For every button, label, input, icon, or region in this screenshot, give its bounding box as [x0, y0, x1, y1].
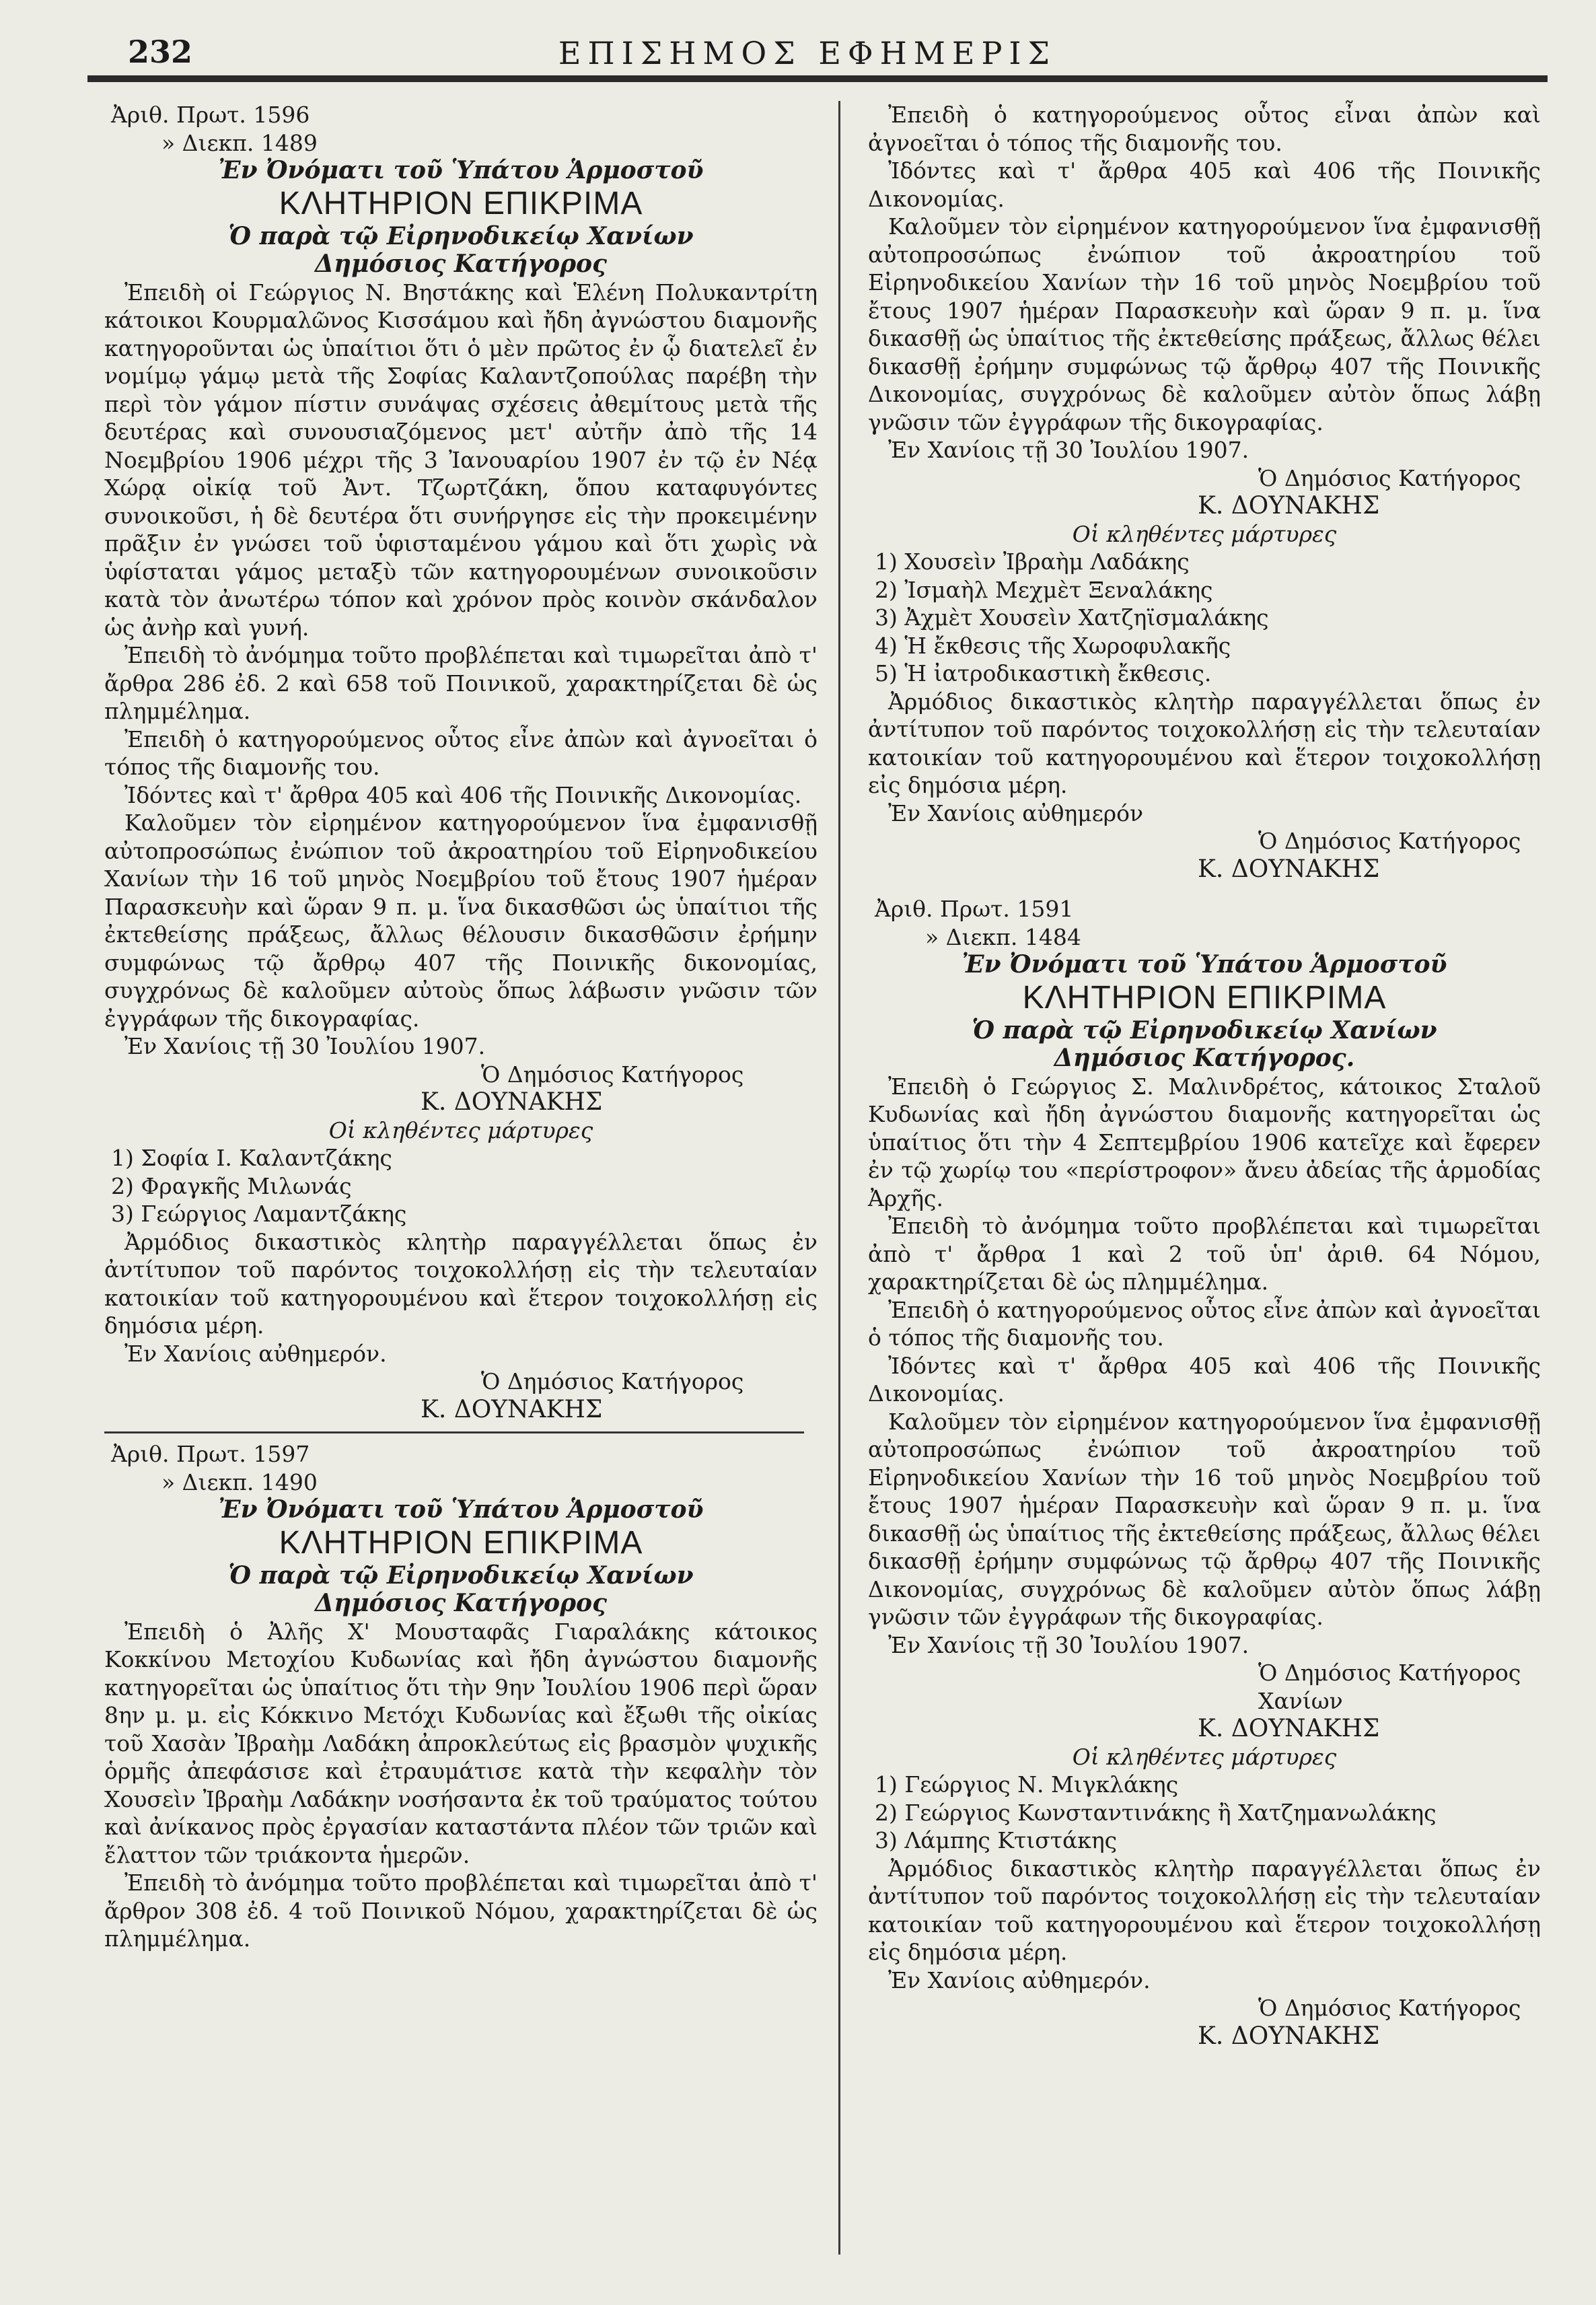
paragraph: Καλοῦμεν τὸν εἰρημένον κατηγορούμενον ἵνα ἐμφανισθῇ αὐτοπροσώπως ἐνώπιον τοῦ ἀκροατηρίου τοῦ Εἰρηνοδικείου Χανίων τὴν 16 τοῦ μηνὸς Νοεμβρίου τοῦ ἔτους 1907 ἡμέραν Παρασκευὴν καὶ ὥραν 9 π. μ. ἵνα δικασθῇ ὡς ὑπαίτιος τῆς ἐκτεθείσης πράξεως, ἄλλως θέλει δικασθῇ ἐρήμην συμφώνως τῷ ἄρθρῳ 407 τῆς Ποινικῆς Δικονομίας, συγχρόνως δὲ καλοῦμεν αὐτὸν ὅπως λάβῃ γνῶσιν τῶν ἐγγράφων τῆς δικογραφίας.	[868, 1408, 1541, 1630]
signature-name: Κ. ΔΟΥΝΑΚΗΣ	[1198, 492, 1380, 520]
witness-heading: Οἱ κληθέντες μάρτυρες	[1072, 520, 1337, 547]
paragraph: Καλοῦμεν τὸν εἰρημένον κατηγορούμενον ἵνα ἐμφανισθῇ αὐτοπροσώπως ἐνώπιον τοῦ ἀκροατηρίου τοῦ Εἰρηνοδικείου Χανίων τὴν 16 τοῦ μηνὸς Νοεμβρίου τοῦ ἔτους 1907 ἡμέραν Παρασκευὴν καὶ ὥραν 9 π. μ. ἵνα δικασθῇ ὡς ὑπαίτιος τῆς ἐκτεθείσης πράξεως, ἄλλως θέλει δικασθῇ ἐρήμην συμφώνως τῷ ἄρθρῳ 407 τῆς Ποινικῆς Δικονομίας, συγχρόνως δὲ καλοῦμεν αὐτὸν ὅπως λάβῃ γνῶσιν τῶν ἐγγράφων τῆς δικογραφίας.	[868, 213, 1541, 435]
dispatch-number: » Διεκπ. 1490	[161, 1468, 318, 1495]
signature-title: Ὁ Δημόσιος Κατήγορος	[481, 1368, 744, 1394]
signature-title: Ὁ Δημόσιος Κατήγορος	[1258, 464, 1521, 491]
page-header	[87, 27, 1527, 81]
paragraph: Ἐπειδὴ ὁ κατηγορούμενος οὗτος εἶνε ἀπὼν καὶ ἀγνοεῖται ὁ τόπος τῆς διαμονῆς του.	[104, 725, 818, 780]
paragraph: Καλοῦμεν τὸν εἰρημένον κατηγορούμενον ἵνα ἐμφανισθῇ αὐτοπροσώπως ἐνώπιον τοῦ ἀκροατηρίου τοῦ Εἰρηνοδικείου Χανίων τὴν 16 τοῦ μηνὸς Νοεμβρίου τοῦ ἔτους 1907 ἡμέραν Παρασκευὴν καὶ ὥραν 9 π. μ. ἵνα δικασθῶσι ὡς ὑπαίτιοι τῆς ἐκτεθείσης πράξεως, ἄλλως θέλουσιν δικασθῶσιν ἐρήμην συμφώνως τῷ ἄρθρῳ 407 τῆς Ποινικῆς δικονομίας, συγχρόνως δὲ καλοῦμεν αὐτοὺς ὅπως λάβωσιν γνῶσιν τῶν ἐγγράφων τῆς δικογραφίας.	[104, 810, 818, 1032]
court-line: Ὁ παρὰ τῷ Εἰρηνοδικείῳ Χανίων	[228, 221, 694, 250]
paragraph: Ἐπειδὴ τὸ ἀνόμημα τοῦτο προβλέπεται καὶ τιμωρεῖται ἀπὸ τ' ἄρθρα 1 καὶ 2 τοῦ ὑπ' ἀριθ. 64 Νόμου, χαρακτηρίζεται δὲ ὡς πλημμέλημα.	[868, 1213, 1541, 1295]
invocation-line: Ἐν Ὀνόματι τοῦ Ὑπάτου Ἁρμοστοῦ	[218, 156, 704, 184]
witness-heading: Οἱ κληθέντες μάρτυρες	[1072, 1743, 1337, 1770]
witness-item: 3) Γεώργιος Λαμαντζάκης	[111, 1201, 407, 1227]
notice-title: ΚΛΗΤΗΡΙΟΝ ΕΠΙΚΡΙΜΑ	[1022, 979, 1387, 1016]
protocol-number: Ἀριθ. Πρωτ. 1596	[111, 102, 310, 128]
witness-item: 2) Γεώργιος Κωνσταντινάκης ἢ Χατζημανωλάκης	[875, 1799, 1437, 1826]
left-column	[104, 101, 818, 1953]
dispatch-number: » Διεκπ. 1484	[925, 923, 1081, 950]
paragraph: Ἐπειδὴ ὁ Γεώργιος Σ. Μαλινδρέτος, κάτοικος Σταλοῦ Κυδωνίας καὶ ἤδη ἀγνώστου διαμονῆς κατηγορεῖται ὡς ὑπαίτιος ὅτι τὴν 4 Σεπτεμβρίου 1906 κατεῖχε καὶ ἔφερεν ἐν τῷ χωρίῳ του «περίστροφον» ἄνευ ἀδείας τῆς ἁρμοδίας Ἀρχῆς.	[868, 1073, 1541, 1211]
notice-title: ΚΛΗΤΗΡΙΟΝ ΕΠΙΚΡΙΜΑ	[279, 185, 643, 221]
witness-item: 1) Σοφία Ι. Καλαντζάκης	[111, 1145, 392, 1171]
protocol-number: Ἀριθ. Πρωτ. 1591	[875, 896, 1074, 922]
paragraph: Ἰδόντες καὶ τ' ἄρθρα 405 καὶ 406 τῆς Ποινικῆς Δικονομίας.	[124, 781, 802, 808]
signature-name: Κ. ΔΟΥΝΑΚΗΣ	[1198, 2022, 1380, 2050]
signature-name: Κ. ΔΟΥΝΑΚΗΣ	[421, 1395, 603, 1423]
journal-title: ΕΠΙΣΗΜΟΣ ΕΦΗΜΕΡΙΣ	[558, 35, 1057, 71]
page-number: 232	[128, 34, 193, 70]
paragraph: Ἐπειδὴ ὁ κατηγορούμενος οὗτος εἶνε ἀπὼν καὶ ἀγνοεῖται ὁ τόπος τῆς διαμονῆς του.	[868, 1296, 1541, 1351]
paragraph: Ἐπειδὴ ὁ κατηγορούμενος οὗτος εἶναι ἀπὼν καὶ ἀγνοεῖται ὁ τόπος τῆς διαμονῆς του.	[868, 102, 1541, 156]
witness-item: 4) Ἡ ἔκθεσις τῆς Χωροφυλακῆς	[875, 632, 1231, 659]
paragraph: Ἐπειδὴ τὸ ἀνόμημα τοῦτο προβλέπεται καὶ τιμωρεῖται ἀπὸ τ' ἄρθρον 308 ἐδ. 4 τοῦ Ποινικοῦ Νόμου, χαρακτηρίζεται δὲ ὡς πλημμέλημα.	[104, 1870, 818, 1952]
witness-item: 2) Ἰσμαὴλ Μεχμὲτ Ξεναλάκης	[875, 576, 1213, 603]
witness-item: 5) Ἡ ἰατροδικαστικὴ ἔκθεσις.	[875, 660, 1212, 686]
accuser-line: Δημόσιος Κατήγορος.	[1054, 1044, 1355, 1072]
accuser-line: Δημόσιος Κατήγορος	[315, 1589, 607, 1617]
date-line: Ἐν Χανίοις αὐθημερόν	[888, 800, 1144, 826]
witness-item: 1) Γεώργιος Ν. Μιγκλάκης	[875, 1771, 1179, 1798]
date-line: Ἐν Χανίοις τῇ 30 Ἰουλίου 1907.	[124, 1033, 486, 1059]
signature-title: Ὁ Δημόσιος Κατήγορος	[481, 1061, 744, 1088]
notice-title: ΚΛΗΤΗΡΙΟΝ ΕΠΙΚΡΙΜΑ	[279, 1524, 643, 1561]
signature-name: Κ. ΔΟΥΝΑΚΗΣ	[421, 1088, 603, 1116]
date-line: Ἐν Χανίοις αὐθημερόν.	[124, 1340, 387, 1367]
invocation-line: Ἐν Ὀνόματι τοῦ Ὑπάτου Ἁρμοστοῦ	[962, 950, 1447, 979]
date-line: Ἐν Χανίοις αὐθημερόν.	[888, 1966, 1151, 1993]
dispatch-number: » Διεκπ. 1489	[161, 129, 318, 156]
closing-paragraph: Ἀρμόδιος δικαστικὸς κλητὴρ παραγγέλλεται ὅπως ἐν ἀντίτυπον τοῦ παρόντος τοιχοκολλήσῃ εἰς τὴν τελευταίαν κατοικίαν τοῦ κατηγορουμένου καὶ ἕτερον τοιχοκολλήσῃ εἰς δημόσια μέρη.	[104, 1228, 818, 1339]
signature-title: Ὁ Δημόσιος Κατήγορος Χανίων	[1258, 1660, 1521, 1714]
witness-item: 2) Φραγκῆς Μιλωνάς	[111, 1172, 352, 1199]
signature-title: Ὁ Δημόσιος Κατήγορος	[1258, 828, 1521, 854]
witness-heading: Οἱ κληθέντες μάρτυρες	[328, 1116, 593, 1143]
witness-item: 3) Ἀχμὲτ Χουσεὶν Χατζηϊσμαλάκης	[875, 604, 1269, 631]
closing-paragraph: Ἀρμόδιος δικαστικὸς κλητὴρ παραγγέλλεται ὅπως ἐν ἀντίτυπον τοῦ παρόντος τοιχοκολλήσῃ εἰς τὴν τελευταίαν κατοικίαν τοῦ κατηγορουμένου καὶ ἕτερον τοιχοκολλήσῃ εἰς δημόσια μέρη.	[868, 688, 1541, 798]
date-line: Ἐν Χανίοις τῇ 30 Ἰουλίου 1907.	[888, 437, 1249, 463]
signature-title: Ὁ Δημόσιος Κατήγορος	[1258, 1995, 1521, 2021]
paragraph: Ἐπειδὴ τὸ ἀνόμημα τοῦτο προβλέπεται καὶ τιμωρεῖται ἀπὸ τ' ἄρθρα 286 ἐδ. 2 καὶ 658 τοῦ Ποινικοῦ, χαρακτηρίζεται δὲ ὡς πλημμέλημα.	[104, 642, 818, 724]
column-divider	[838, 101, 840, 2255]
court-line: Ὁ παρὰ τῷ Εἰρηνοδικείῳ Χανίων	[228, 1561, 694, 1590]
header-rule	[87, 75, 1548, 82]
right-column	[868, 101, 1541, 2050]
witness-item: 1) Χουσεὶν Ἰβραὴμ Λαδάκης	[875, 548, 1190, 575]
accuser-line: Δημόσιος Κατήγορος	[315, 250, 607, 278]
witness-item: 3) Λάμπης Κτιστάκης	[875, 1827, 1118, 1853]
notice-separator	[104, 1431, 804, 1433]
signature-name: Κ. ΔΟΥΝΑΚΗΣ	[1198, 1715, 1380, 1742]
closing-paragraph: Ἀρμόδιος δικαστικὸς κλητὴρ παραγγέλλεται ὅπως ἐν ἀντίτυπον τοῦ παρόντος τοιχοκολλήσῃ εἰς τὴν τελευταίαν κατοικίαν τοῦ κατηγορουμένου καὶ ἕτερον τοιχοκολλήσῃ εἰς δημόσια μέρη.	[868, 1855, 1541, 1965]
protocol-number: Ἀριθ. Πρωτ. 1597	[111, 1441, 310, 1467]
paragraph: Ἰδόντες καὶ τ' ἄρθρα 405 καὶ 406 τῆς Ποινικῆς Δικονομίας.	[868, 1352, 1541, 1407]
date-line: Ἐν Χανίοις τῇ 30 Ἰουλίου 1907.	[888, 1631, 1249, 1658]
court-line: Ὁ παρὰ τῷ Εἰρηνοδικείῳ Χανίων	[972, 1016, 1437, 1044]
paragraph: Ἰδόντες καὶ τ' ἄρθρα 405 καὶ 406 τῆς Ποινικῆς Δικονομίας.	[868, 157, 1541, 212]
paragraph: Ἐπειδὴ ὁ Ἀλῆς Χ' Μουσταφᾶς Γιαραλάκης κάτοικος Κοκκίνου Μετοχίου Κυδωνίας καὶ ἤδη ἀγνώστου διαμονῆς κατηγορεῖται ὡς ὑπαίτιος ὅτι τὴν 9ην Ἰουλίου 1906 περὶ ὥραν 8ην μ. μ. εἰς Κόκκινο Μετόχι Κυδωνίας καὶ ἔξωθι τῆς οἰκίας τοῦ Χασὰν Ἰβραὴμ Λαδάκη ἀπροκλεύτως εἰς βρασμὸν ψυχικῆς ὁρμῆς ἀπεφάσισε καὶ ἐτραυμάτισε κατὰ τὴν κεφαλὴν τὸν Χουσεὶν Ἰβραὴμ Λαδάκην νοσήσαντα ἐκ τοῦ τραύματος τούτου καὶ ἀνίκανος πρὸς ἐργασίαν καταστάντα πλέον τῶν τριῶν καὶ ἔλαττον τῶν τριάκοντα ἡμερῶν.	[104, 1618, 818, 1868]
signature-name: Κ. ΔΟΥΝΑΚΗΣ	[1198, 855, 1380, 883]
paragraph: Ἐπειδὴ οἱ Γεώργιος Ν. Βηστάκης καὶ Ἑλένη Πολυκαντρίτη κάτοικοι Κουρμαλῶνος Κισσάμου καὶ ἤδη ἀγνώστου διαμονῆς κατηγοροῦνται ὡς ὑπαίτιοι ὅτι ὁ μὲν πρῶτος ἐν ᾧ διατελεῖ ἐν νομίμῳ γάμῳ μετὰ τῆς Σοφίας Καλαντζοπούλας παρέβη τὴν περὶ τὸν γάμον πίστιν συνάψας σχέσεις ἀθεμίτους μετὰ τῆς δευτέρας καὶ συνουσιαζόμενος μετ' αὐτῆν ἀπὸ τῆς 14 Νοεμβρίου 1906 μέχρι τῆς 3 Ἰανουαρίου 1907 ἐν τῷ ἐν Νέᾳ Χώρᾳ οἰκίᾳ τοῦ Ἀντ. Τζωρτζάκη, ὅπου καταφυγόντες συνοικοῦσι, ἡ δὲ δευτέρα ὅτι συνήργησε εἰς τὴν προκειμένην πρᾶξιν ἐν γνώσει τοῦ ὑφισταμένου γάμου καὶ ὅτι χωρὶς νὰ ὑφίσταται γάμος μεταξὺ τῶν κατηγορουμένων συνοικοῦσιν κατὰ τὸν ἀνωτέρω τόπον καὶ χρόνον πρὸς κοινὸν σκάνδαλον ὡς ἀνὴρ καὶ γυνή.	[104, 279, 818, 641]
invocation-line: Ἐν Ὀνόματι τοῦ Ὑπάτου Ἁρμοστοῦ	[218, 1495, 704, 1524]
